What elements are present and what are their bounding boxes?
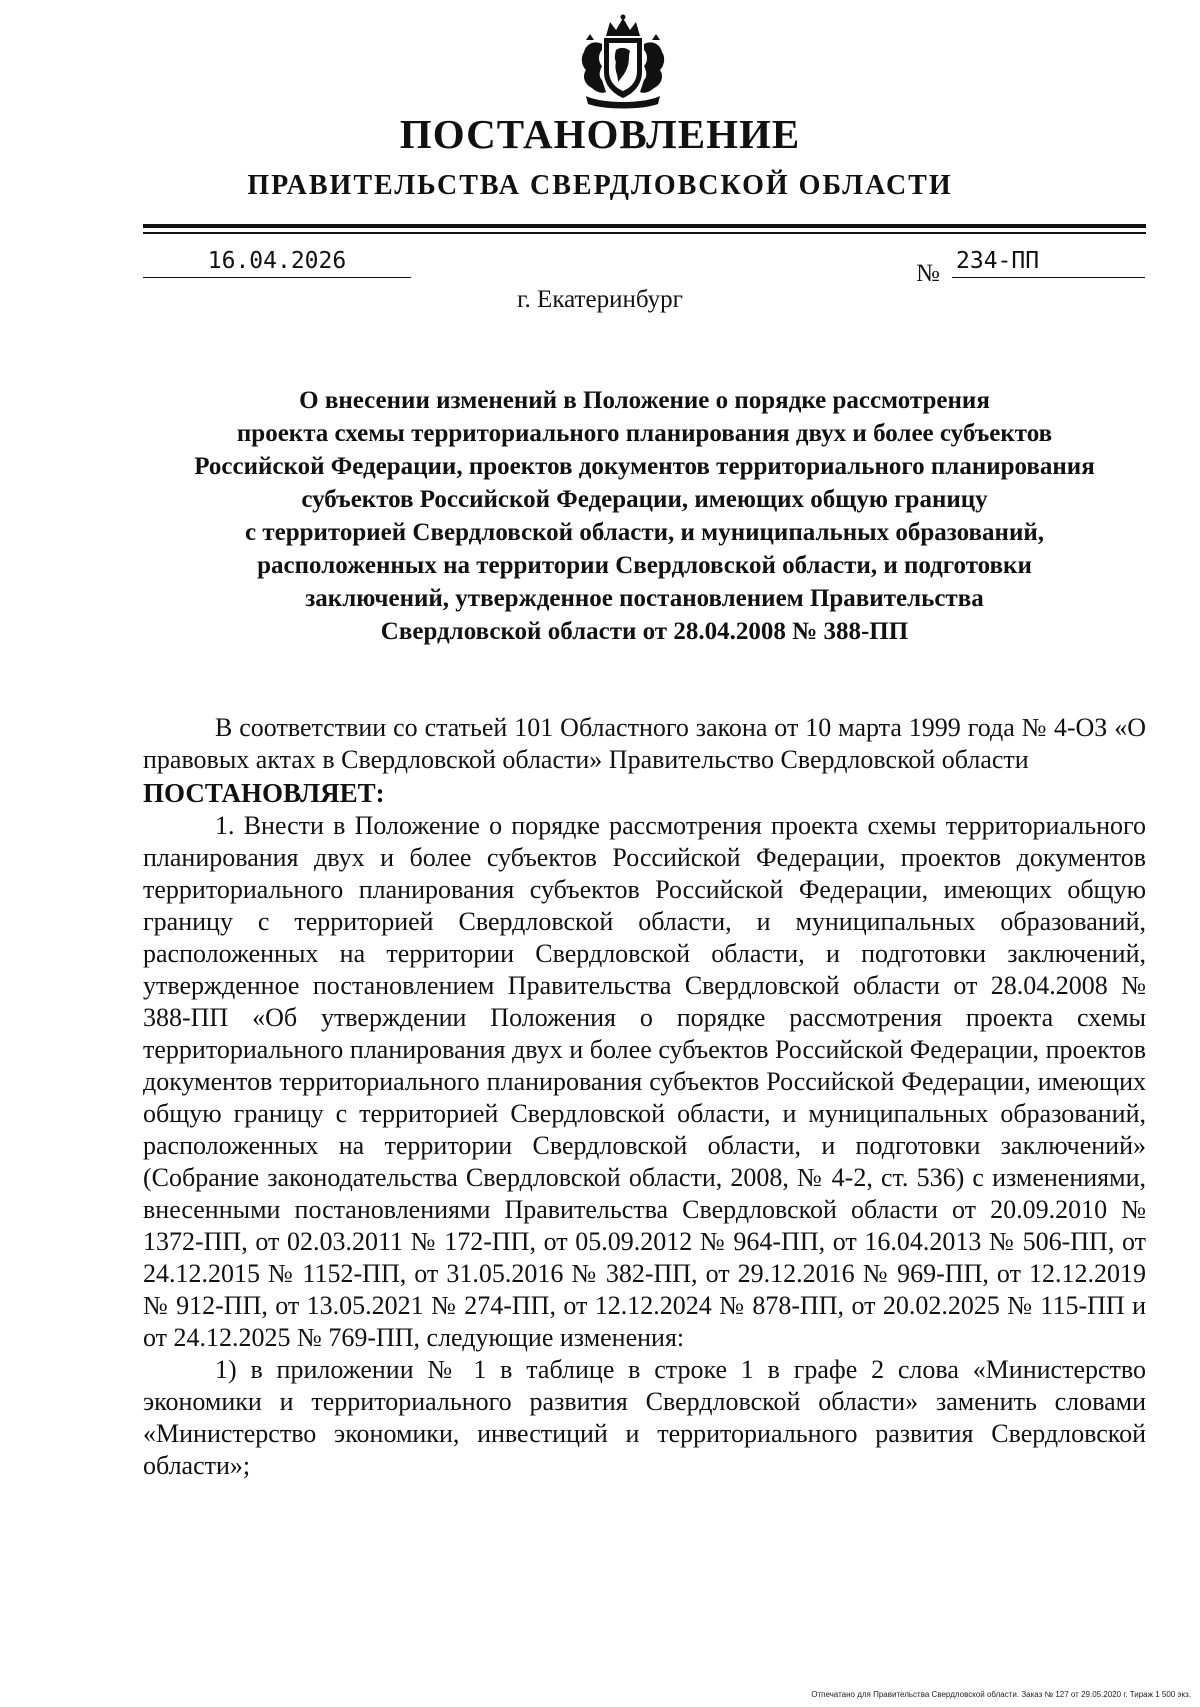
title-line: Российской Федерации, проектов документов территориального планирования xyxy=(194,453,1095,480)
preamble-paragraph: В соответствии со статьей 101 Областного закона от 10 марта 1999 года № 4-ОЗ «О правовых актах в Свердловской области» Правительство Свердловской области xyxy=(143,713,1146,774)
title-line: с территорией Свердловской области, и муниципальных образований, xyxy=(244,519,1045,546)
coat-of-arms-icon xyxy=(572,14,674,110)
title-line: О внесении изменений в Положение о порядке рассмотрения xyxy=(299,387,990,414)
decree-keyword: ПОСТАНОВЛЯЕТ: xyxy=(143,778,385,808)
header-rule-thick xyxy=(143,224,1146,228)
document-number: 234-ПП xyxy=(952,248,1145,278)
title-line: расположенных на территории Свердловской области, и подготовки xyxy=(257,552,1032,579)
number-sign: № xyxy=(916,260,940,287)
title-line: проекта схемы территориального планирования двух и более субъектов xyxy=(236,420,1053,447)
title-line: Свердловской области от 28.04.2008 № 388-ПП xyxy=(380,618,909,645)
subitem-1-paragraph: 1) в приложении № 1 в таблице в строке 1 в графе 2 слова «Министерство экономики и территориального развития Свердловской области» заменить словами «Министерство экономики, инвестиций и территориального развития Свердловской области»; xyxy=(143,1355,1146,1480)
document-title xyxy=(143,384,1146,648)
item-1-paragraph: 1. Внести в Положение о порядке рассмотрения проекта схемы территориального планирования двух и более субъектов Российской Федерации, проектов документов территориального планирования субъектов Российской Федерации, имеющих общую границу с территорией Свердловской области, и муниципальных образований, расположенных на территории Свердловской области, и подготовки заключений, утвержденное постановлением Правительства Свердловской области от 28.04.2008 № 388-ПП «Об утверждении Положения о порядке рассмотрения проекта схемы территориального планирования двух и более субъектов Российской Федерации, проектов документов территориального планирования субъектов Российской Федерации, имеющих общую границу с территорией Свердловской области, и муниципальных образований, расположенных на территории Свердловской области, и подготовки заключений» (Собрание законодательства Свердловской области, 2008, № 4-2, ст. 536) с изменениями, внесенными постановлениями Правительства Свердловской области от 20.09.2010 № 1372-ПП, от 02.03.2011 № 172-ПП, от 05.09.2012 № 964-ПП, от 16.04.2013 № 506-ПП, от 24.12.2015 № 1152-ПП, от 31.05.2016 № 382-ПП, от 29.12.2016 № 969-ПП, от 12.12.2019 № 912-ПП, от 13.05.2021 № 274-ПП, от 12.12.2024 № 878-ПП, от 20.02.2025 № 115-ПП и от 24.12.2025 № 769-ПП, следующие изменения: xyxy=(143,811,1146,1352)
document-body xyxy=(143,712,1146,1482)
document-type-heading: ПОСТАНОВЛЕНИЕ xyxy=(399,111,801,157)
header-rule-thin xyxy=(143,232,1146,234)
document-date: 16.04.2026 xyxy=(143,248,411,278)
title-line: заключений, утвержденное постановлением Правительства xyxy=(305,585,984,612)
title-line: субъектов Российской Федерации, имеющих общую границу xyxy=(301,486,988,513)
issuing-authority: ПРАВИТЕЛЬСТВА СВЕРДЛОВСКОЙ ОБЛАСТИ xyxy=(247,170,953,201)
print-footer: Отпечатано для Правительства Свердловской области. Заказ № 127 от 29.05.2020 г. Тираж 1 500 экз. xyxy=(811,1690,1191,1699)
place-of-issue: г. Екатеринбург xyxy=(517,286,683,313)
